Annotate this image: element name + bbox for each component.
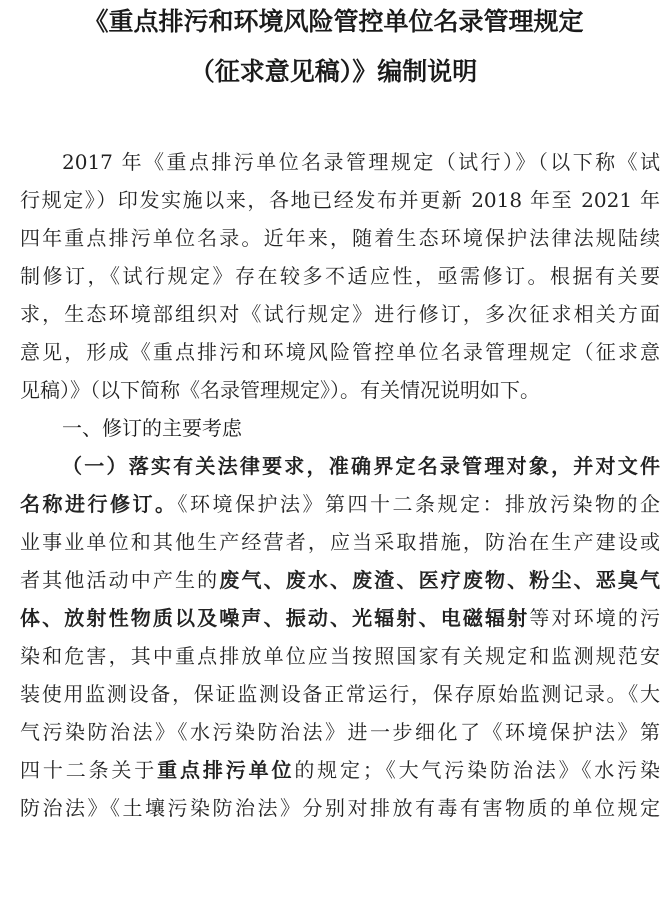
subsection-1-line-5 [20,600,660,636]
emphasis-pollutants: 废气、废水、废渣、医疗废物、粉尘、恶臭气 [219,568,660,592]
paragraph-1-line-2: 行规定》）印发实施以来，各地已经发布并更新 2018 年至 2021 年 [20,188,660,212]
paragraph-1-line-1: 2017 年《重点排污单位名录管理规定（试行）》（以下称《试 [62,150,660,174]
subsection-1-line-9 [20,752,660,788]
document-title-line-1: 《重点排污和环境风险管控单位名录管理规定 [83,7,584,36]
subsection-1-heading-end: 名称进行修订。 [20,492,178,516]
emphasis-pollutants-cont: 体、放射性物质以及噪声、振动、光辐射、电磁辐射 [20,606,530,630]
subsection-1-line-6: 染和危害，其中重点排放单位应当按照国家有关规定和监测规范安 [20,644,660,668]
subsection-1-line-2 [20,486,660,522]
section-1-heading: 一、修订的主要考虑 [62,416,242,440]
subsection-1-line-7: 装使用监测设备，保证监测设备正常运行，保存原始监测记录。《大 [20,682,660,706]
paragraph-1-line-5: 求，生态环境部组织对《试行规定》进行修订，多次征求相关方面 [20,302,660,326]
text-span: 的规定；《大气污染防治法》《水污染 [294,758,660,782]
subsection-1-heading: （一）落实有关法律要求，准确界定名录管理对象，并对文件 [62,454,660,478]
paragraph-1-line-4: 制修订，《试行规定》存在较多不适应性，亟需修订。根据有关要 [20,264,660,288]
text-span: 四十二条关于 [20,758,158,782]
text-span: 《环境保护法》第四十二条规定：排放污染物的企 [177,492,660,516]
subsection-1-line-10: 防治法》《土壤污染防治法》分别对排放有毒有害物质的单位规定 [20,796,660,820]
text-span: 等对环境的污 [529,606,660,630]
subsection-1-line-4 [20,562,660,598]
paragraph-1-line-6: 意见，形成《重点排污和环境风险管控单位名录管理规定（征求意 [20,340,660,364]
paragraph-1-line-7: 见稿）》（以下简称《名录管理规定》）。有关情况说明如下。 [20,378,540,402]
subsection-1-line-3: 业事业单位和其他生产经营者，应当采取措施，防治在生产建设或 [20,530,660,554]
text-span: 者其他活动中产生的 [20,568,220,592]
document-title-line-2: （征求意见稿）》编制说明 [189,57,478,86]
subsection-1-line-8: 气污染防治法》《水污染防治法》进一步细化了《环境保护法》第 [20,720,660,744]
paragraph-1-line-3: 四年重点排污单位名录。近年来，随着生态环境保护法律法规陆续 [20,226,660,250]
emphasis-key-units: 重点排污单位 [157,758,295,782]
